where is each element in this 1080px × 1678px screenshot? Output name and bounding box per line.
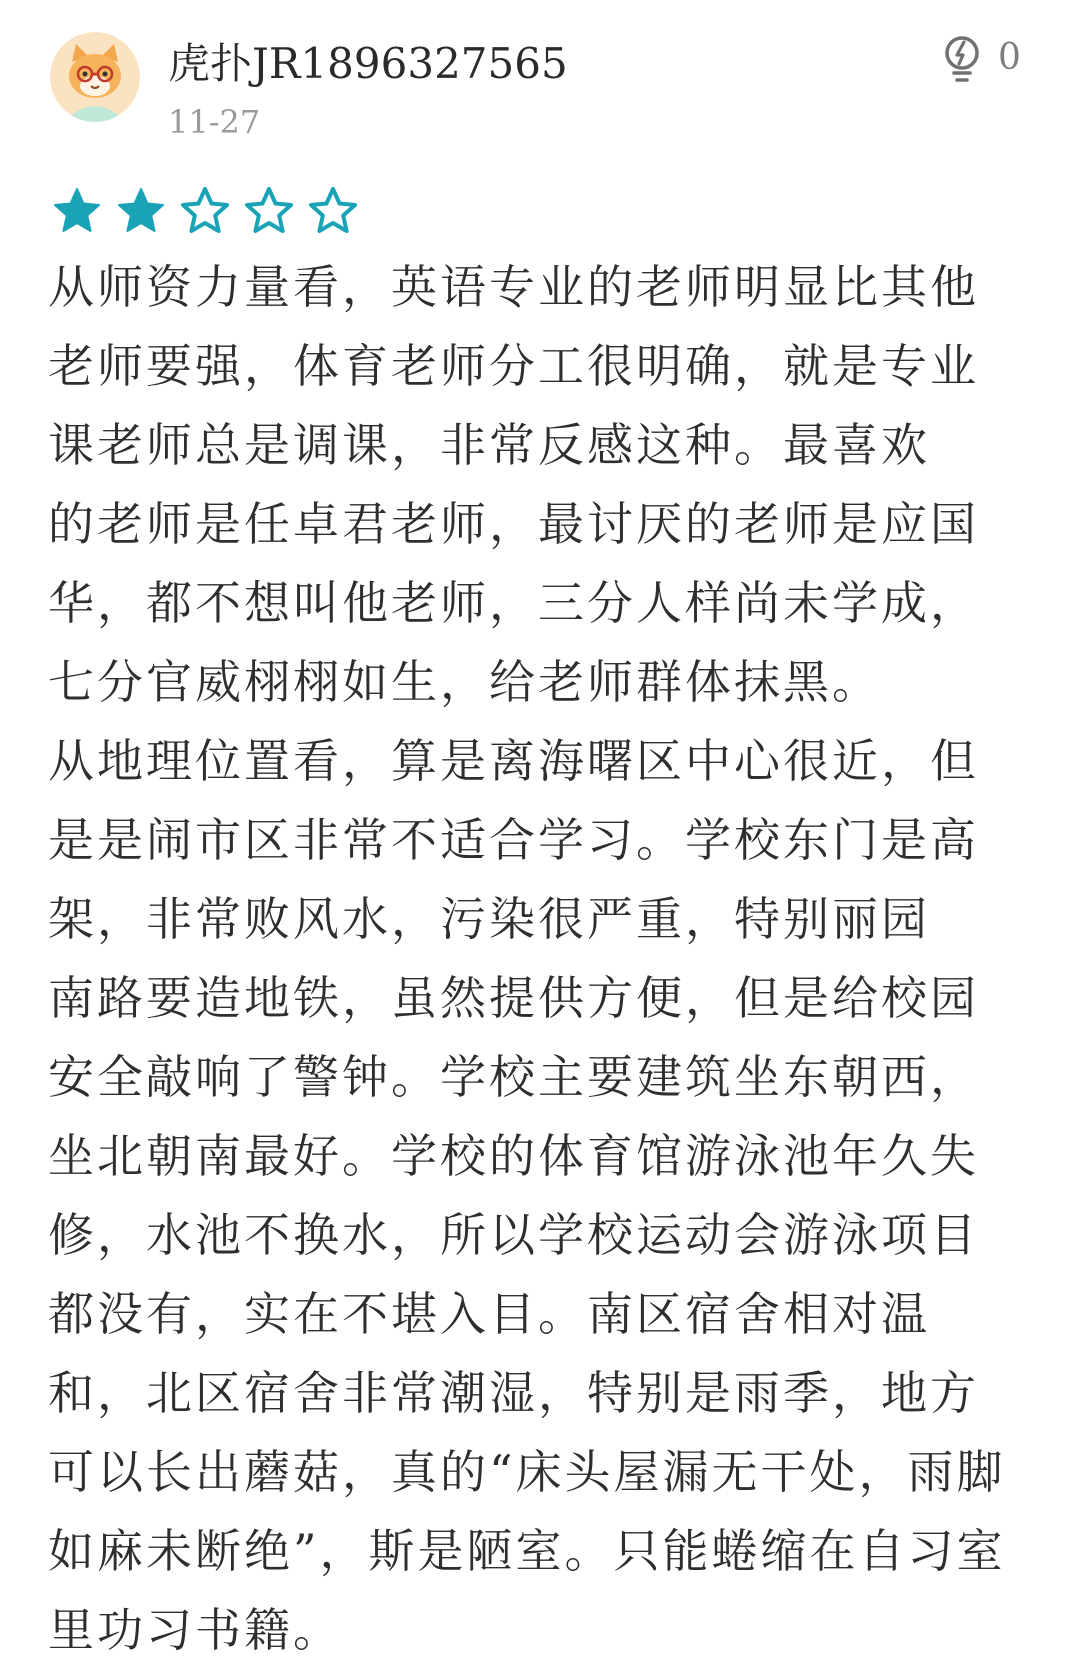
review-line: 修，水池不换水，所以学校运动会游泳项目 (48, 1208, 979, 1262)
review-line: 从师资力量看，英语专业的老师明显比其他 (48, 260, 979, 314)
star-filled-icon (52, 186, 102, 236)
review-line: 都没有，实在不堪入目。南区宿舍相对温 (48, 1287, 930, 1341)
star-filled-icon (116, 186, 166, 236)
review-line: 是是闹市区非常不适合学习。学校东门是高 (48, 813, 979, 867)
star-rating (52, 186, 358, 236)
review-line: 的老师是任卓君老师，最讨厌的老师是应国 (48, 497, 979, 551)
post-date: 11-27 (168, 103, 261, 141)
user-avatar[interactable] (50, 32, 140, 122)
review-line: 可以长出蘑菇，真的“床头屋漏无干处，雨脚 (48, 1445, 1006, 1499)
review-line: 架，非常败风水，污染很严重，特别丽园 (48, 892, 930, 946)
like-button[interactable] (940, 30, 1021, 86)
review-line: 七分官威栩栩如生，给老师群体抹黑。 (48, 655, 881, 709)
star-empty-icon (244, 186, 294, 236)
star-empty-icon (180, 186, 230, 236)
review-line: 和，北区宿舍非常潮湿，特别是雨季，地方 (48, 1366, 979, 1420)
review-line: 华，都不想叫他老师，三分人样尚未学成， (48, 576, 979, 630)
review-line: 南路要造地铁，虽然提供方便，但是给校园 (48, 971, 979, 1025)
review-line: 坐北朝南最好。学校的体育馆游泳池年久失 (48, 1129, 979, 1183)
review-line: 老师要强，体育老师分工很明确，就是专业 (48, 339, 979, 393)
lightbulb-icon (940, 33, 984, 83)
username[interactable]: 虎扑JR1896327565 (168, 39, 568, 88)
review-line: 课老师总是调课，非常反感这种。最喜欢 (48, 418, 930, 472)
review-line: 里功习书籍。 (48, 1603, 342, 1657)
review-line: 如麻未断绝”，斯是陋室。只能蜷缩在自习室 (48, 1524, 1006, 1578)
review-text (48, 248, 1048, 1670)
like-count: 0 (998, 37, 1021, 78)
review-line: 安全敲响了警钟。学校主要建筑坐东朝西， (48, 1050, 979, 1104)
cat-avatar-icon (50, 32, 140, 122)
review-line: 从地理位置看，算是离海曙区中心很近，但 (48, 734, 979, 788)
star-empty-icon (308, 186, 358, 236)
